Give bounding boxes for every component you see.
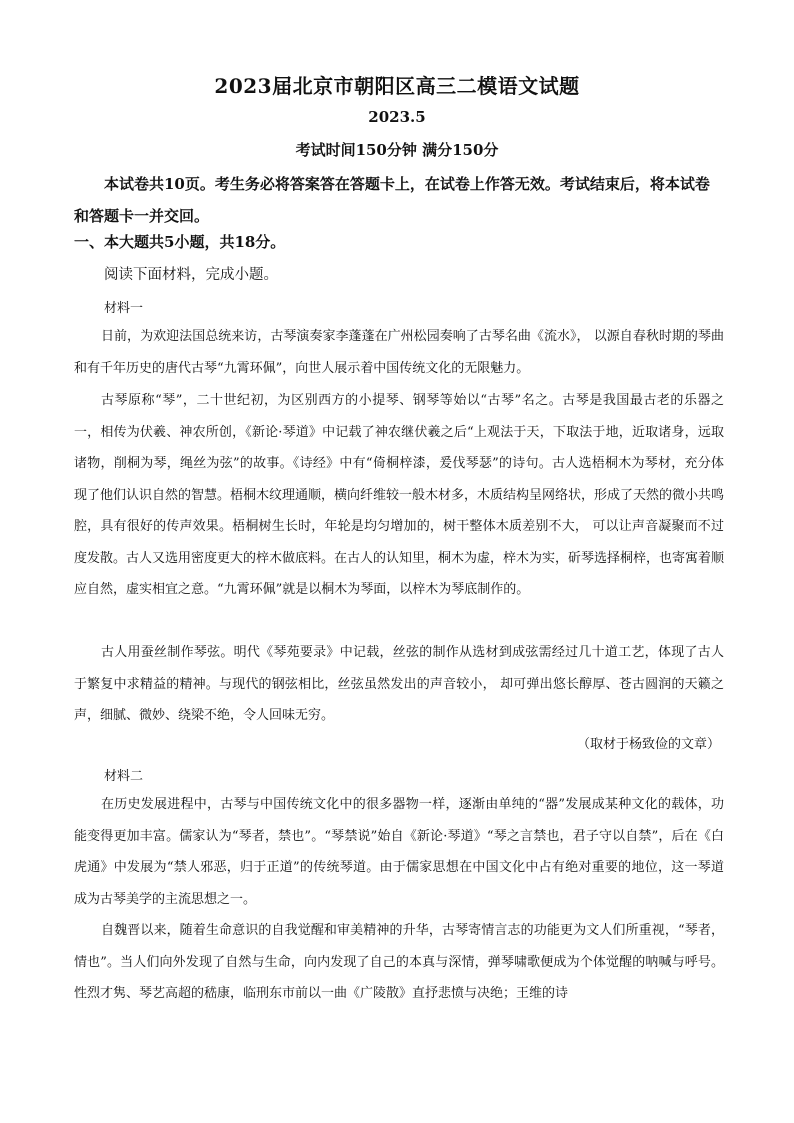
exam-info: 考试时间150分钟 满分150分	[295, 141, 499, 159]
material-one-paragraph-3: 古人用蚕丝制作琴弦。明代《琴苑要录》中记载，丝弦的制作从选材到成弦需经过几十道工艺，体现了古人于繁复中求精益的精神。与现代的钢弦相比，丝弦虽然发出的声音较小， 却可弹出悠长醇厚、苍古圆润的天籁之声，细腻、微妙、绕梁不绝，令人回味无穷。	[74, 645, 724, 723]
exam-notice: 本试卷共10页。考生务必将答案答在答题卡上，在试卷上作答无效。考试结束后，将本试卷和答题卡一并交回。	[74, 175, 710, 225]
material-one-paragraph-2: 古琴原称“琴”，二十世纪初，为区别西方的小提琴、钢琴等始以“古琴”名之。古琴是我国最古老的乐器之一，相传为伏羲、神农所创，《新论·琴道》中记载了神农继伏羲之后“上观法于天，下取法于地，近取诸身，远取诸物，削桐为琴，绳丝为弦”的故事。《诗经》中有“倚桐梓漆，爰伐琴瑟”的诗句。古人选梧桐木为琴材，充分体现了他们认识自然的智慧。梧桐木纹理通顺，横向纤维较一般木材多，木质结构呈网络状，形成了天然的微小共鸣腔，具有很好的传声效果。梧桐树生长时，年轮是均匀增加的，树干整体木质差别不大， 可以让声音凝聚而不过度发散。古人又选用密度更大的梓木做底料。在古人的认知里，桐木为虚，梓木为实，斫琴选择桐梓，也寄寓着顺应自然，虚实相宜之意。“九霄环佩”就是以桐木为琴面，以梓木为琴底制作的。	[74, 393, 725, 597]
exam-date: 2023.5	[368, 108, 426, 126]
exam-title: 2023届北京市朝阳区高三二模语文试题	[214, 74, 580, 98]
material-two-label: 材料二	[104, 769, 144, 784]
material-two-paragraph-2: 自魏晋以来，随着生命意识的自我觉醒和审美精神的升华，古琴寄情言志的功能更为文人们所重视，“琴者，情也”。当人们向外发现了自然与生命，向内发现了自己的本真与深情，弹琴啸歌便成为个体觉醒的呐喊与呼号。性烈才隽、琴艺高超的嵇康，临刑东市前以一曲《广陵散》直抒悲愤与决绝；王维的诗	[74, 923, 724, 1001]
material-two-paragraph-1: 在历史发展进程中，古琴与中国传统文化中的很多器物一样，逐渐由单纯的“器”发展成某种文化的载体，功能变得更加丰富。儒家认为“琴者，禁也”。“琴禁说”始自《新论·琴道》“琴之言禁也，君子守以自禁”，后在《白虎通》中发展为“禁人邪恶，归于正道”的传统琴道。由于儒家思想在中国文化中占有绝对重要的地位，这一琴道成为古琴美学的主流思想之一。	[74, 797, 724, 907]
material-one-source: （取材于杨致俭的文章）	[576, 737, 720, 752]
material-one-label: 材料一	[104, 301, 144, 316]
section-instruction: 阅读下面材料，完成小题。	[104, 267, 278, 283]
section-heading: 一、本大题共5小题，共18分。	[74, 233, 286, 251]
material-one-paragraph-1: 日前，为欢迎法国总统来访，古琴演奏家李蓬蓬在广州松园奏响了古琴名曲《流水》， 以源自春秋时期的琴曲和有千年历史的唐代古琴“九霄环佩”，向世人展示着中国传统文化的无限魅力。	[74, 329, 724, 376]
